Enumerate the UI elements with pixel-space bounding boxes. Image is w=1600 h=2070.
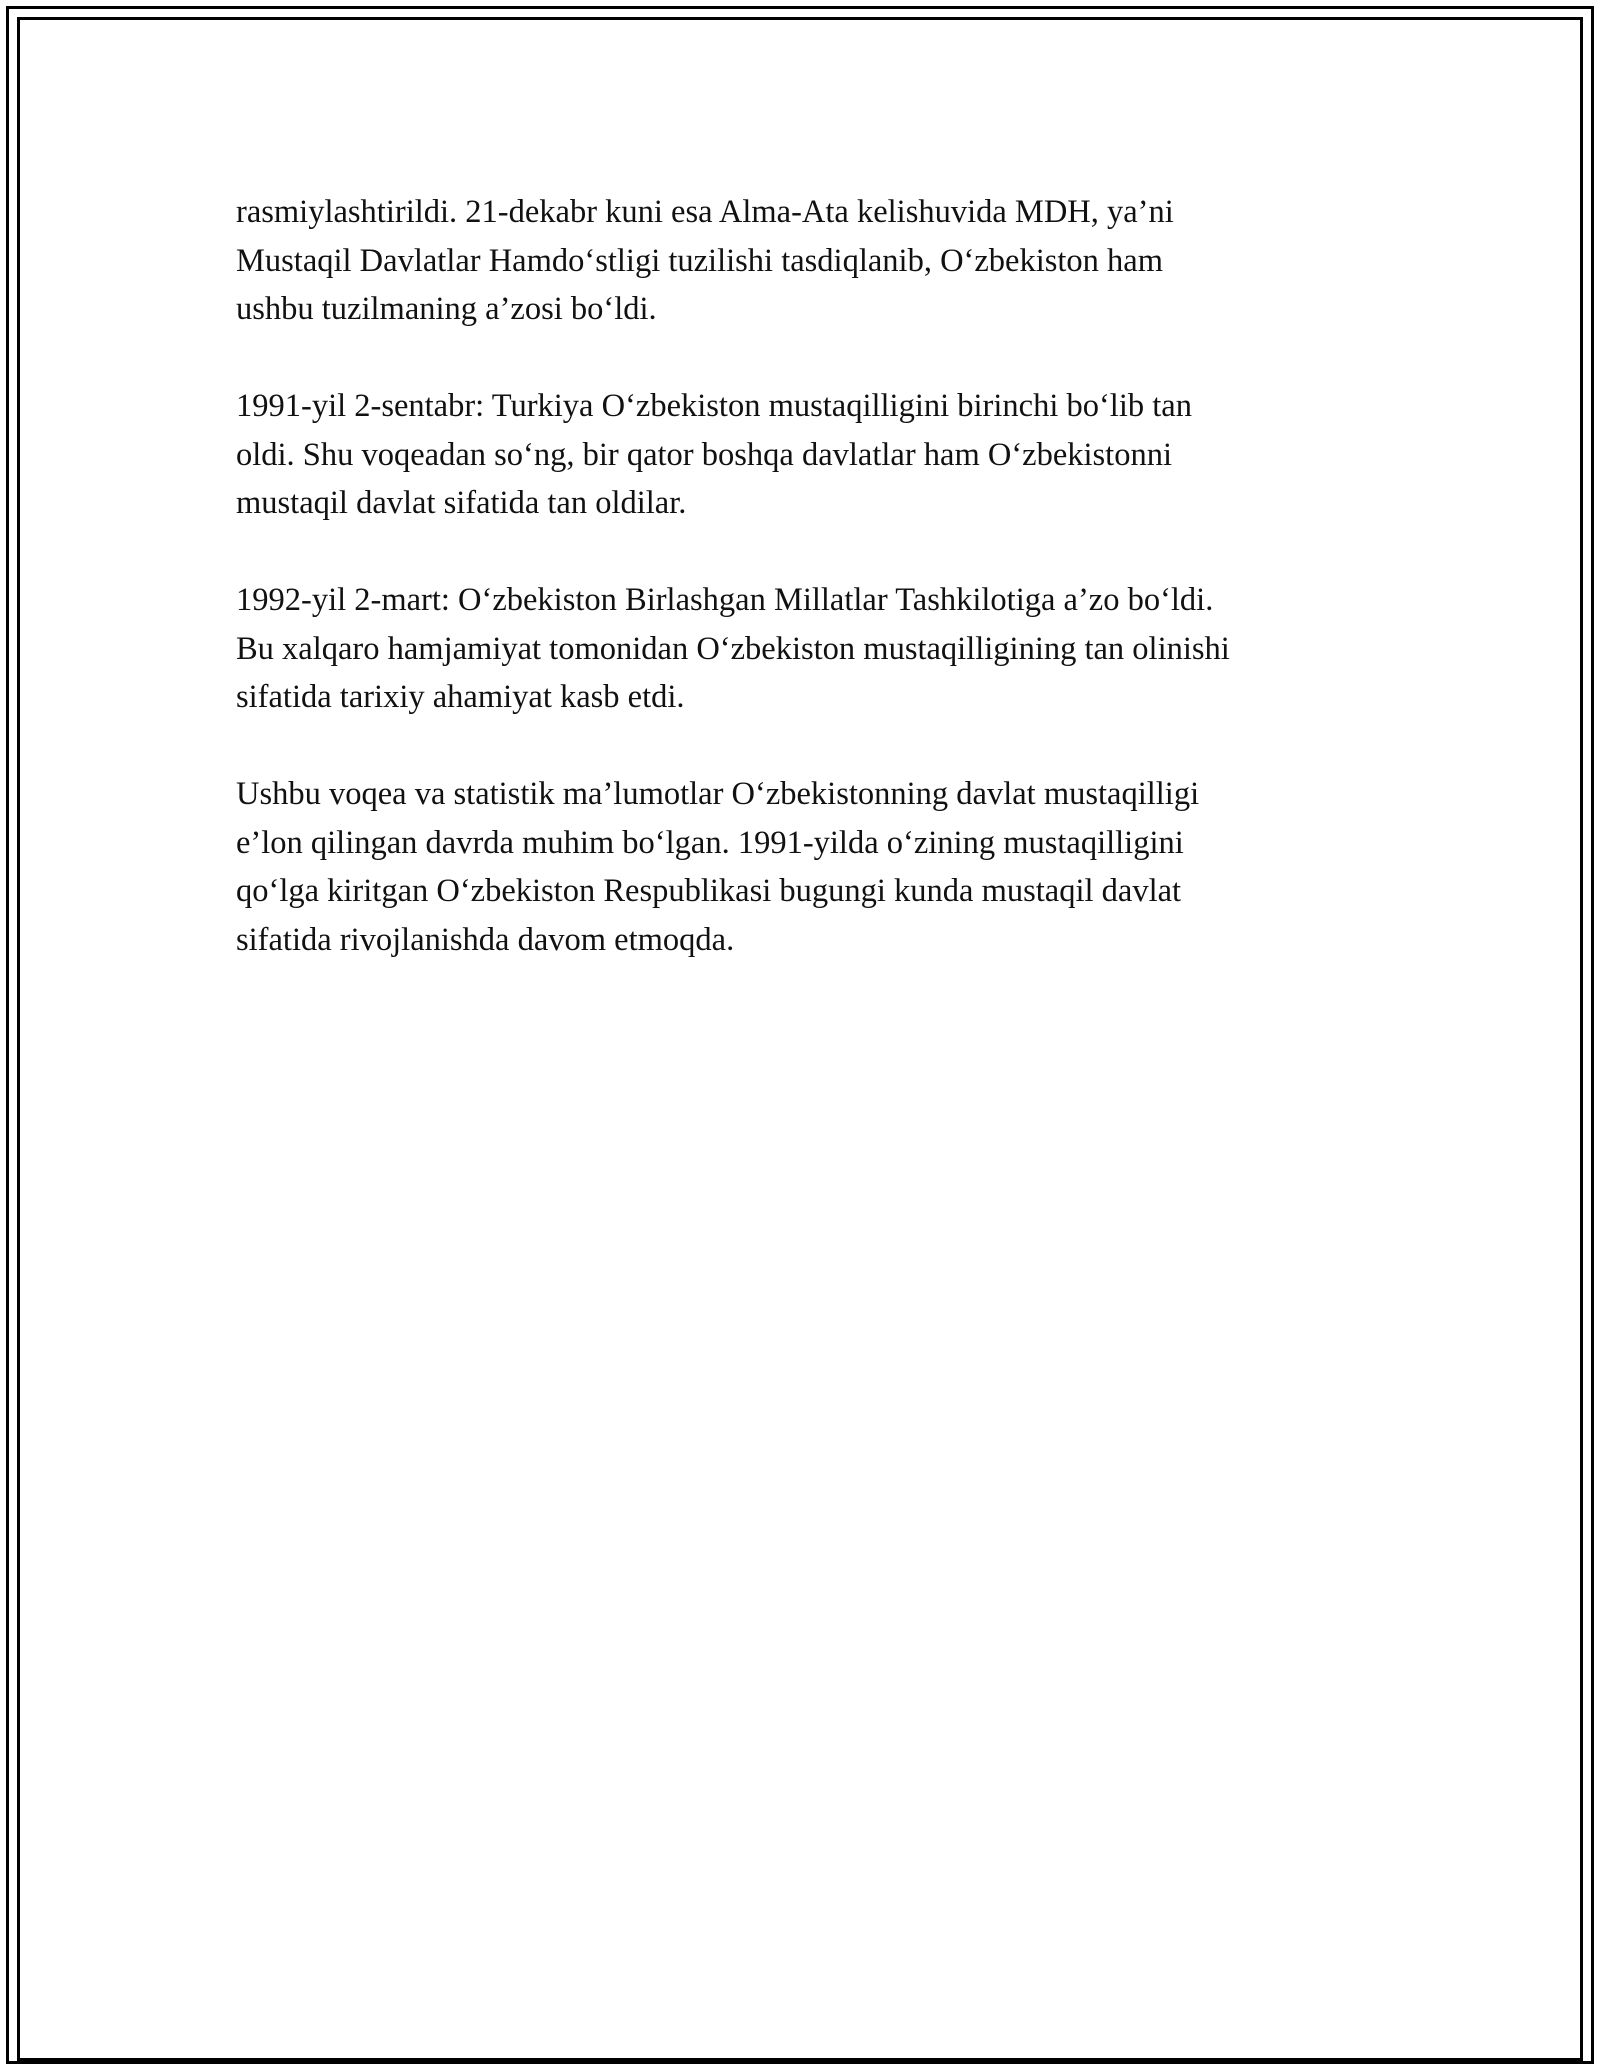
text-line: ushbu tuzilmaning a’zosi bo‘ldi. bbox=[236, 291, 657, 327]
paragraph-conclusion bbox=[236, 770, 1416, 964]
text-line: 1991-yil 2-sentabr: Turkiya O‘zbekiston mustaqilligini birinchi bo‘lib tan bbox=[236, 388, 1192, 424]
text-line: 1992-yil 2-mart: O‘zbekiston Birlashgan Millatlar Tashkilotiga a’zo bo‘ldi. bbox=[236, 582, 1214, 618]
text-line: Bu xalqaro hamjamiyat tomonidan O‘zbekiston mustaqilligining tan olinishi bbox=[236, 630, 1230, 667]
text-line: rasmiylashtirildi. 21-dekabr kuni esa Alma-Ata kelishuvida MDH, ya’ni bbox=[236, 194, 1174, 230]
paragraph-turkey-recognition bbox=[236, 382, 1416, 528]
text-line: sifatida tarixiy ahamiyat kasb etdi. bbox=[236, 679, 685, 715]
text-line: sifatida rivojlanishda davom etmoqda. bbox=[236, 921, 735, 958]
text-line: e’lon qilingan davrda muhim bo‘lgan. 1991-yilda o‘zining mustaqilligini bbox=[236, 824, 1184, 861]
text-line: oldi. Shu voqeadan so‘ng, bir qator boshqa davlatlar ham O‘zbekistonni bbox=[236, 436, 1172, 473]
document-body bbox=[236, 188, 1416, 1013]
text-line: Ushbu voqea va statistik ma’lumotlar O‘zbekistonning davlat mustaqilligi bbox=[236, 776, 1200, 812]
paragraph-declaration bbox=[236, 188, 1416, 334]
text-line: Mustaqil Davlatlar Hamdo‘stligi tuzilishi tasdiqlanib, O‘zbekiston ham bbox=[236, 242, 1163, 279]
text-line: mustaqil davlat sifatida tan oldilar. bbox=[236, 485, 687, 521]
text-line: qo‘lga kiritgan O‘zbekiston Respublikasi bugungi kunda mustaqil davlat bbox=[236, 873, 1182, 909]
paragraph-un-membership bbox=[236, 576, 1416, 722]
